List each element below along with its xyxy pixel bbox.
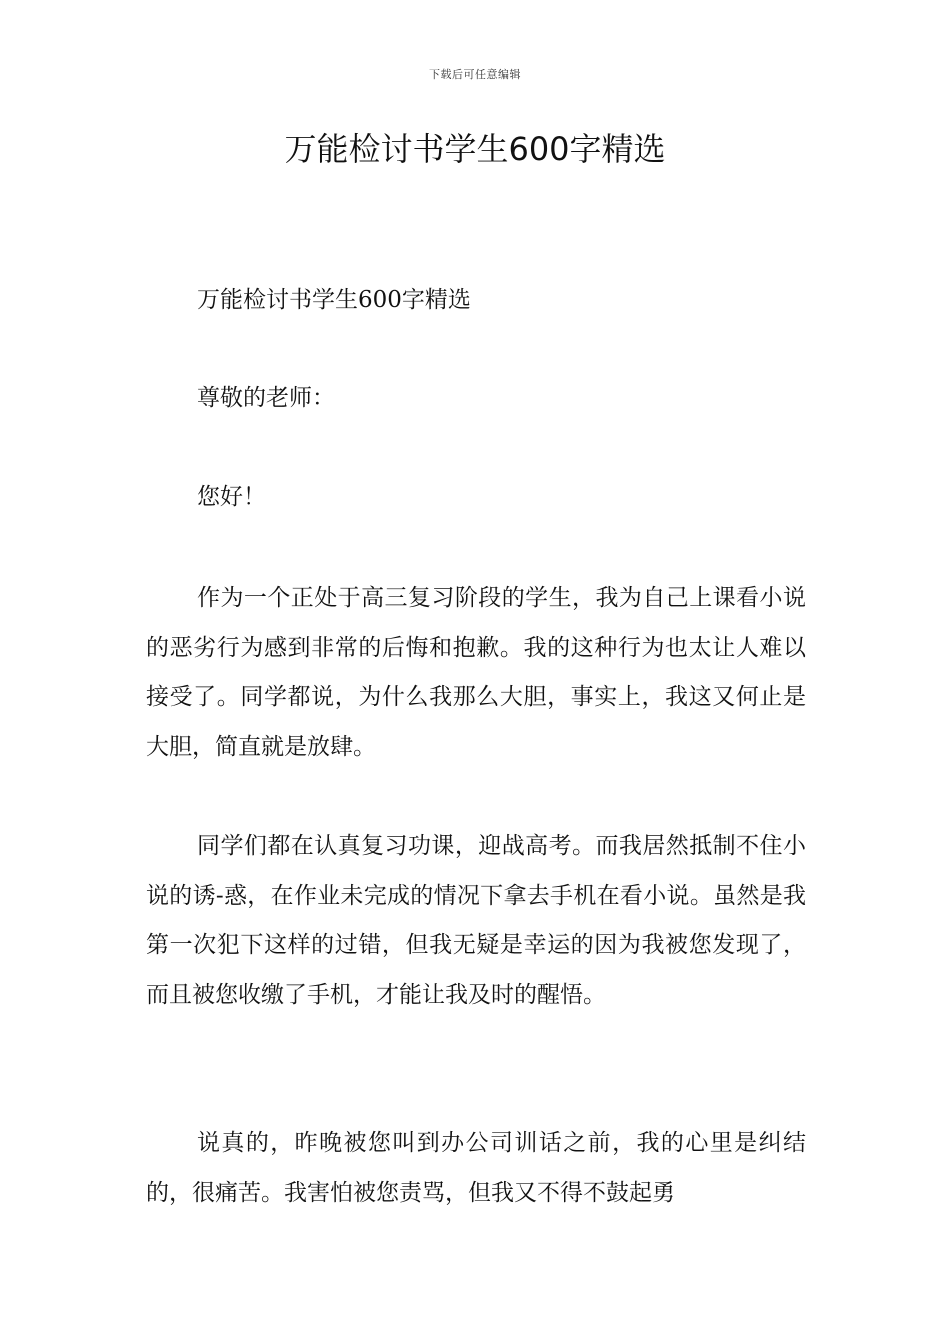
paragraph-greeting: 您好！ [197,484,266,510]
paragraph-2: 同学们都在认真复习功课，迎战高考。而我居然抵制不住小说的诱-惑，在作业未完成的情况下拿去手机在看小说。虽然是我第一次犯下这样的过错，但我无疑是幸运的因为我被您发现了，而且被您收缴了手机，才能让我及时的醒悟。 [146,833,806,1008]
paragraph-subtitle: 万能检讨书学生600字精选 [197,287,471,313]
paragraph-3: 说真的，昨晚被您叫到办公司训话之前，我的心里是纠结的，很痛苦。我害怕被您责骂，但我又不得不鼓起勇 [146,1130,806,1206]
paragraph-salutation: 尊敬的老师： [197,385,335,411]
header-note: 下载后可任意编辑 [429,68,521,81]
paragraph-1: 作为一个正处于高三复习阶段的学生，我为自己上课看小说的恶劣行为感到非常的后悔和抱歉。我的这种行为也太让人难以接受了。同学都说，为什么我那么大胆，事实上，我这又何止是大胆，简直就是放肆。 [146,585,806,760]
document-title: 万能检讨书学生600字精选 [284,130,666,168]
